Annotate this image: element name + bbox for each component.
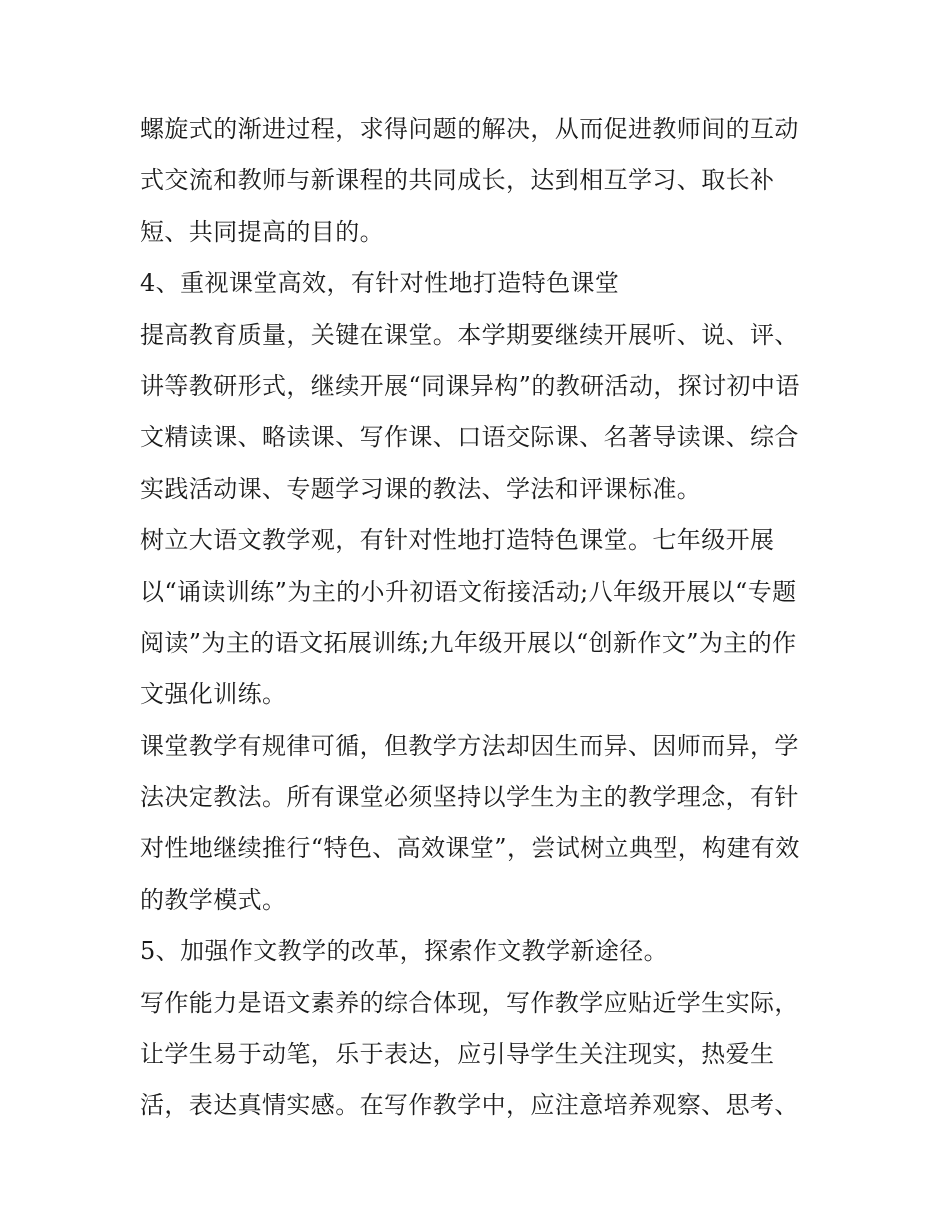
document-body [140,104,820,1132]
body-text-line: 活，表达真情实感。在写作教学中，应注意培养观察、思考、 [140,1091,799,1120]
body-text-line: 提高教育质量，关键在课堂。本学期要继续开展听、说、评、 [140,320,799,349]
body-text-line: 的教学模式。 [140,885,287,914]
body-text-line: 对性地继续推行“特色、高效课堂”，尝试树立典型，构建有效 [140,834,800,863]
body-text-line: 实践活动课、专题学习课的教法、学法和评课标准。 [140,474,702,503]
body-text-line: 写作能力是语文素养的综合体现，写作教学应贴近学生实际， [140,988,799,1017]
body-text-line: 式交流和教师与新课程的共同成长，达到相互学习、取长补 [140,166,775,195]
body-text-line: 短、共同提高的目的。 [140,217,384,246]
body-text-line: 树立大语文教学观，有针对性地打造特色课堂。七年级开展 [140,526,775,555]
body-text-line: 文强化训练。 [140,680,287,709]
body-text-line: 螺旋式的渐进过程，求得问题的解决，从而促进教师间的互动 [140,115,799,143]
body-text-line: 法决定教法。所有课堂必须坚持以学生为主的教学理念，有针 [140,783,799,812]
body-text-line: 阅读”为主的语文拓展训练;九年级开展以“创新作文”为主的作 [140,628,797,657]
body-text-line: 文精读课、略读课、写作课、口语交际课、名著导读课、综合 [140,423,799,452]
body-text-line: 讲等教研形式，继续开展“同课异构”的教研活动，探讨初中语 [140,371,800,400]
body-text-line: 让学生易于动笔，乐于表达，应引导学生关注现实，热爱生 [140,1040,775,1069]
section-heading-4: 4、重视课堂高效，有针对性地打造特色课堂 [140,269,620,298]
body-text-line: 以“诵读训练”为主的小升初语文衔接活动;八年级开展以“专题 [140,577,797,606]
body-text-line: 课堂教学有规律可循，但教学方法却因生而异、因师而异，学 [140,731,799,760]
section-heading-5: 5、加强作文教学的改革，探索作文教学新途径。 [140,937,669,966]
